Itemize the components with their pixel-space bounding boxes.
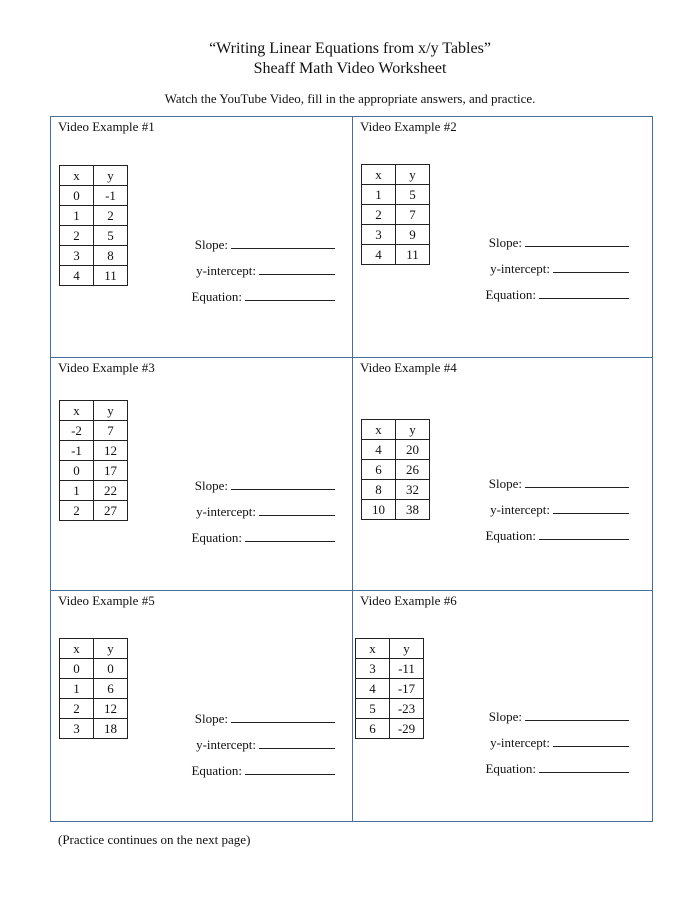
x-value: 1 (60, 206, 94, 226)
table-row (362, 500, 430, 520)
y-header: y (94, 401, 128, 421)
y-intercept-label: y-intercept: (196, 737, 256, 752)
y-value: 12 (94, 699, 128, 719)
slope-label: Slope: (194, 478, 228, 493)
example-cell-4 (353, 358, 652, 591)
x-value: 6 (356, 719, 390, 739)
y-intercept-answer-blank[interactable] (553, 735, 629, 747)
slope-answer-blank[interactable] (525, 709, 629, 721)
xy-table-header (362, 165, 430, 185)
table-row (60, 719, 128, 739)
y-value: 27 (94, 501, 128, 521)
table-row (60, 679, 128, 699)
y-value: -11 (390, 659, 424, 679)
x-value: 1 (60, 481, 94, 501)
example-cell-6 (353, 591, 652, 821)
x-value: 3 (362, 225, 396, 245)
x-value: 3 (60, 719, 94, 739)
table-row (60, 246, 128, 266)
example-cell-2 (353, 117, 652, 358)
y-value: 17 (94, 461, 128, 481)
x-value: 8 (362, 480, 396, 500)
table-row (60, 481, 128, 501)
y-value: 8 (94, 246, 128, 266)
y-value: 11 (396, 245, 430, 265)
example-title: Video Example #4 (360, 360, 457, 375)
xy-table (355, 638, 424, 739)
x-value: 4 (362, 245, 396, 265)
x-value: 4 (356, 679, 390, 699)
equation-line (191, 763, 335, 779)
x-header: x (362, 165, 396, 185)
slope-answer-blank[interactable] (231, 237, 335, 249)
x-header: x (60, 166, 94, 186)
example-cell-3 (51, 358, 353, 591)
x-value: 1 (362, 185, 396, 205)
y-value: -17 (390, 679, 424, 699)
x-value: 2 (60, 226, 94, 246)
y-intercept-label: y-intercept: (196, 504, 256, 519)
y-value: 20 (396, 440, 430, 460)
slope-answer-blank[interactable] (525, 235, 629, 247)
xy-table-header (60, 401, 128, 421)
x-header: x (60, 639, 94, 659)
y-intercept-line (490, 261, 629, 277)
y-intercept-answer-blank[interactable] (259, 504, 335, 516)
table-row (60, 186, 128, 206)
worksheet-title: “Writing Linear Equations from x/y Tables” (209, 40, 491, 57)
table-row (362, 225, 430, 245)
x-header: x (60, 401, 94, 421)
y-intercept-answer-blank[interactable] (553, 502, 629, 514)
x-value: 10 (362, 500, 396, 520)
slope-line (195, 237, 335, 253)
equation-label: Equation: (191, 763, 242, 778)
y-value: 32 (396, 480, 430, 500)
y-header: y (396, 420, 430, 440)
y-value: 2 (94, 206, 128, 226)
slope-label: Slope: (488, 476, 522, 491)
equation-answer-blank[interactable] (245, 763, 335, 775)
y-intercept-label: y-intercept: (490, 502, 550, 517)
equation-label: Equation: (485, 287, 536, 302)
table-row (60, 266, 128, 286)
table-row (60, 659, 128, 679)
equation-line (191, 289, 335, 305)
y-value: 0 (94, 659, 128, 679)
table-row (362, 460, 430, 480)
example-title: Video Example #5 (58, 593, 155, 608)
table-row (356, 699, 424, 719)
x-value: 1 (60, 679, 94, 699)
example-cell-1 (51, 117, 353, 358)
xy-table (361, 419, 430, 520)
instructions: Watch the YouTube Video, fill in the appropriate answers, and practice. (164, 91, 536, 106)
table-row (60, 226, 128, 246)
slope-label: Slope: (194, 237, 228, 252)
y-value: 5 (396, 185, 430, 205)
table-row (60, 421, 128, 441)
slope-line (195, 711, 335, 727)
table-row (362, 205, 430, 225)
example-title: Video Example #3 (58, 360, 155, 375)
y-value: -23 (390, 699, 424, 719)
x-value: -1 (60, 441, 94, 461)
slope-line (489, 476, 629, 492)
y-intercept-line (196, 737, 335, 753)
y-header: y (396, 165, 430, 185)
equation-line (485, 761, 629, 777)
x-value: 3 (356, 659, 390, 679)
equation-label: Equation: (191, 289, 242, 304)
equation-answer-blank[interactable] (245, 289, 335, 301)
equation-label: Equation: (191, 530, 242, 545)
example-cell-5 (51, 591, 353, 821)
y-intercept-label: y-intercept: (490, 735, 550, 750)
x-value: -2 (60, 421, 94, 441)
xy-table-header (60, 166, 128, 186)
x-value: 2 (60, 699, 94, 719)
x-value: 2 (60, 501, 94, 521)
y-value: -29 (390, 719, 424, 739)
x-value: 2 (362, 205, 396, 225)
xy-table-header (362, 420, 430, 440)
equation-label: Equation: (485, 528, 536, 543)
slope-label: Slope: (488, 235, 522, 250)
slope-line (489, 709, 629, 725)
table-row (60, 699, 128, 719)
xy-table (361, 164, 430, 265)
xy-table (59, 638, 128, 739)
y-intercept-answer-blank[interactable] (259, 263, 335, 275)
y-value: 22 (94, 481, 128, 501)
xy-table (59, 400, 128, 521)
y-value: 38 (396, 500, 430, 520)
y-value: 12 (94, 441, 128, 461)
y-intercept-answer-blank[interactable] (553, 261, 629, 273)
table-row (362, 440, 430, 460)
x-header: x (362, 420, 396, 440)
table-row (60, 441, 128, 461)
y-intercept-label: y-intercept: (490, 261, 550, 276)
y-header: y (94, 166, 128, 186)
example-title: Video Example #2 (360, 119, 457, 134)
table-row (60, 501, 128, 521)
x-value: 0 (60, 461, 94, 481)
x-value: 5 (356, 699, 390, 719)
equation-answer-blank[interactable] (539, 528, 629, 540)
slope-label: Slope: (488, 709, 522, 724)
y-intercept-answer-blank[interactable] (259, 737, 335, 749)
xy-table (59, 165, 128, 286)
y-header: y (94, 639, 128, 659)
table-row (356, 659, 424, 679)
y-intercept-line (196, 504, 335, 520)
xy-table-header (60, 639, 128, 659)
y-value: 7 (396, 205, 430, 225)
x-value: 4 (362, 440, 396, 460)
equation-line (485, 287, 629, 303)
x-value: 4 (60, 266, 94, 286)
y-intercept-label: y-intercept: (196, 263, 256, 278)
y-value: 9 (396, 225, 430, 245)
worksheet-subtitle: Sheaff Math Video Worksheet (253, 60, 447, 77)
slope-answer-blank[interactable] (231, 478, 335, 490)
y-intercept-line (196, 263, 335, 279)
example-title: Video Example #1 (58, 119, 155, 134)
table-row (356, 719, 424, 739)
equation-answer-blank[interactable] (245, 530, 335, 542)
table-row (60, 461, 128, 481)
examples-grid (50, 116, 653, 822)
equation-line (485, 528, 629, 544)
xy-table-header (356, 639, 424, 659)
table-row (362, 245, 430, 265)
example-title: Video Example #6 (360, 593, 457, 608)
table-row (362, 185, 430, 205)
y-value: 5 (94, 226, 128, 246)
x-value: 6 (362, 460, 396, 480)
slope-answer-blank[interactable] (525, 476, 629, 488)
y-value: -1 (94, 186, 128, 206)
equation-line (191, 530, 335, 546)
slope-answer-blank[interactable] (231, 711, 335, 723)
y-header: y (390, 639, 424, 659)
slope-line (195, 478, 335, 494)
table-row (60, 206, 128, 226)
equation-label: Equation: (485, 761, 536, 776)
x-value: 3 (60, 246, 94, 266)
y-intercept-line (490, 502, 629, 518)
y-value: 26 (396, 460, 430, 480)
table-row (356, 679, 424, 699)
x-value: 0 (60, 186, 94, 206)
table-row (362, 480, 430, 500)
y-value: 6 (94, 679, 128, 699)
slope-label: Slope: (194, 711, 228, 726)
equation-answer-blank[interactable] (539, 287, 629, 299)
footer-note: (Practice continues on the next page) (58, 832, 251, 847)
x-header: x (356, 639, 390, 659)
x-value: 0 (60, 659, 94, 679)
y-value: 11 (94, 266, 128, 286)
equation-answer-blank[interactable] (539, 761, 629, 773)
slope-line (489, 235, 629, 251)
y-value: 18 (94, 719, 128, 739)
y-value: 7 (94, 421, 128, 441)
y-intercept-line (490, 735, 629, 751)
